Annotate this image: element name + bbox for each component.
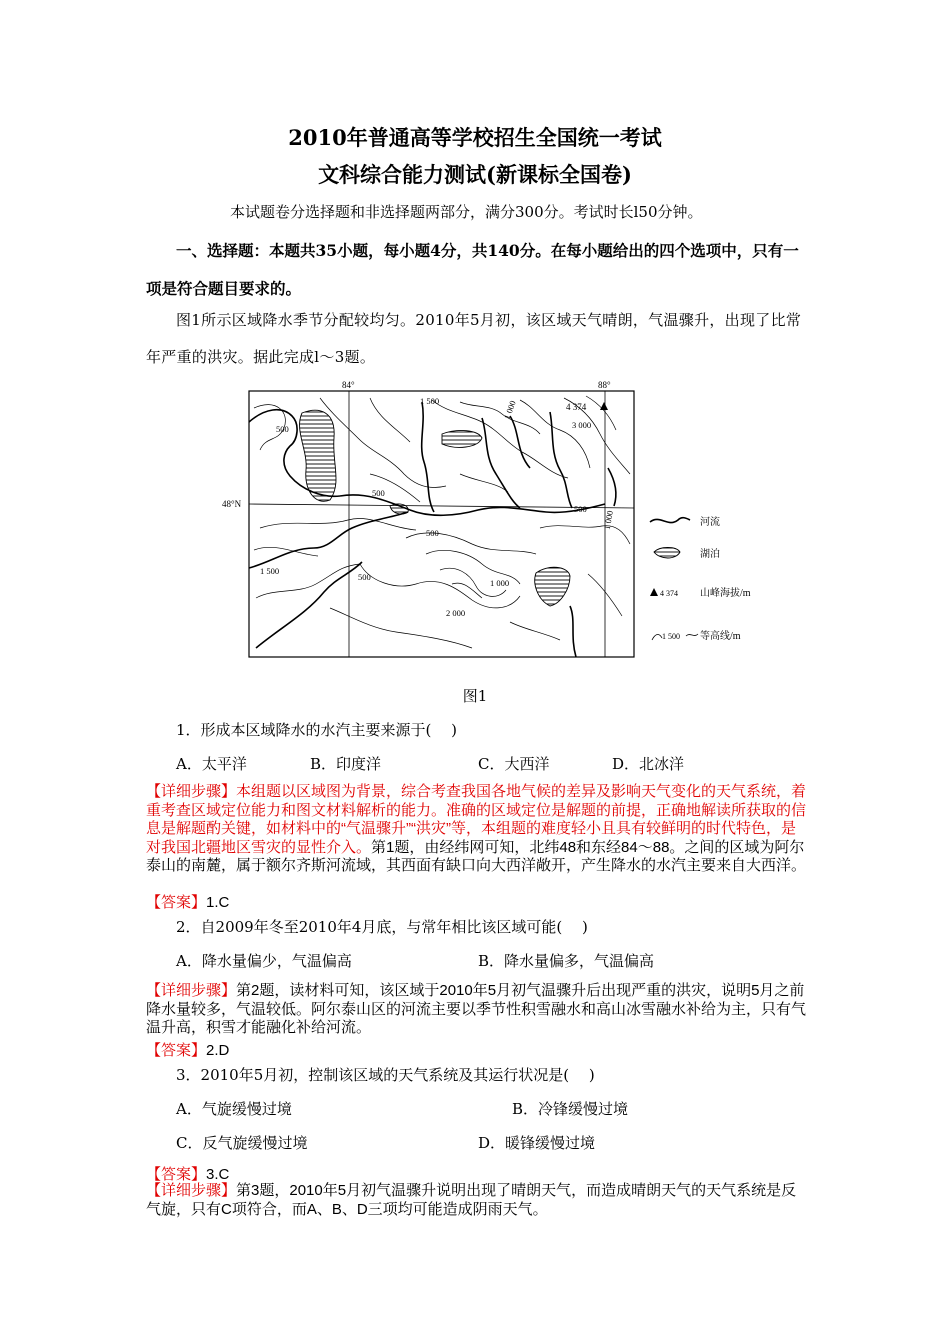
explain-label: 【详细步骤】 — [146, 982, 237, 999]
question-2-stem: 2．自2009年冬至2010年4月底，与常年相比该区域可能( ) — [176, 918, 588, 936]
q1-option-c: C．大西洋 — [478, 755, 550, 773]
q1-option-b: B．印度洋 — [310, 755, 382, 773]
contour-label: 1 500 — [420, 396, 440, 406]
q3-option-b: B．冷锋缓慢过境 — [512, 1100, 629, 1118]
exam-title: 2010年普通高等学校招生全国统一考试 — [288, 125, 662, 150]
figure-caption: 图1 — [462, 687, 488, 705]
contour-3 — [370, 398, 410, 442]
q1-answer — [146, 891, 229, 912]
q3-option-a: A．气旋缓慢过境 — [176, 1100, 292, 1118]
river-5 — [482, 418, 520, 508]
contour-label: 1 000 — [501, 399, 518, 421]
region-map — [220, 378, 780, 663]
contour-17 — [540, 526, 630, 544]
lake-north — [442, 431, 482, 448]
passage-text: 图1所示区域降水季节分配较均匀。2010年5月初，该区域天气晴朗，气温骤升，出现了比常年严重的洪灾。据此完成l～3题。 — [146, 311, 802, 366]
q3-explanation — [146, 1182, 810, 1219]
q1-option-a: A．太平洋 — [176, 755, 247, 773]
lake-southeast — [535, 567, 570, 606]
contour-label: 3 000 — [572, 420, 592, 430]
legend-peak-icon — [650, 588, 658, 596]
contour-label: 500 — [574, 504, 587, 514]
peak-triangle-icon — [600, 402, 608, 410]
contour-label: 1 500 — [260, 566, 280, 576]
q2-explanation-body: 第2题，读材料可知，该区域于2010年5月初气温骤升后出现严重的洪灾，说明5月之前降水量较多，气温较低。阿尔泰山区的河流主要以季节性积雪融水和高山冰雪融水补给为主，只有气温升高，积雪才能融化补给河流。 — [146, 982, 807, 1036]
contour-label: 500 — [426, 528, 439, 538]
contour-label: 2 000 — [446, 608, 466, 618]
legend-peak-value: 4 374 — [660, 589, 678, 598]
q2-option-a: A．降水量偏少，气温偏高 — [176, 952, 352, 970]
river-3 — [249, 512, 408, 568]
q1-explanation-body: 第1题，由经纬网可知，北纬48和东经84～88。之间的区域为阿尔泰山的南麓，属于额尔齐斯河流域，其西面有缺口向大西洋敞开，产生降水的水汽主要来自大西洋。 — [146, 838, 807, 874]
contour-16 — [452, 583, 482, 598]
q1-answer-value: 1.C — [206, 894, 230, 911]
q3-option-d: D．暖锋缓慢过境 — [478, 1134, 596, 1152]
explain-label: 【详细步骤】 — [146, 783, 237, 800]
legend-river-label: 河流 — [700, 517, 720, 528]
question-3-stem: 3．2010年5月初，控制该区域的天气系统及其运行状况是( ) — [176, 1066, 595, 1084]
q2-answer-value: 2.D — [206, 1042, 230, 1059]
contour-label: 500 — [276, 424, 289, 434]
q3-answer — [146, 1163, 229, 1184]
legend-contour-label: 等高线/m — [700, 631, 741, 642]
legend-peak-label: 山峰海拔/m — [700, 588, 751, 599]
q1-option-d: D．北冰洋 — [612, 755, 685, 773]
contour-label: 1 000 — [601, 509, 615, 531]
q2-option-b: B．降水量偏多，气温偏高 — [478, 952, 655, 970]
answer-label: 【答案】 — [146, 894, 207, 911]
question-1-stem: 1．形成本区域降水的水汽主要来源于( ) — [176, 721, 458, 739]
q2-explanation — [146, 982, 810, 1038]
legend-lake-icon — [654, 548, 680, 559]
contour-19 — [510, 622, 560, 640]
answer-label: 【答案】 — [146, 1042, 207, 1059]
contour-label: 500 — [372, 488, 385, 498]
q3-answer-value: 3.C — [206, 1166, 230, 1183]
q2-answer — [146, 1039, 229, 1060]
exam-subtitle: 文科综合能力测试(新课标全国卷) — [318, 162, 632, 187]
q3-option-c: C．反气旋缓慢过境 — [176, 1134, 308, 1152]
peak-elevation: 4 374 — [566, 402, 587, 412]
river-6 — [550, 412, 572, 508]
lat-label-48: 48°N — [222, 499, 242, 509]
contour-label: 500 — [358, 572, 371, 582]
q3-explanation-body: 第3题，2010年5月初气温骤升说明出现了晴朗天气，而造成晴朗天气的天气系统是反气旋，只有C项符合，而A、B、D三项均可能造成阴雨天气。 — [146, 1182, 797, 1218]
q1-explanation — [146, 783, 810, 876]
answer-label: 【答案】 — [146, 1166, 207, 1183]
map-legend — [650, 515, 751, 642]
legend-lake-label: 湖泊 — [700, 549, 720, 560]
legend-river-icon — [650, 518, 690, 523]
explain-label: 【详细步骤】 — [146, 1182, 237, 1199]
contour-label: 1 000 — [490, 578, 510, 588]
section-heading: 一、选择题：本题共35小题，每小题4分，共140分。在每小题给出的四个选项中，只有一项是符合题目要求的。 — [146, 241, 799, 298]
river-4 — [422, 402, 434, 512]
q1-explanation-intro: 本组题以区域图为背景，综合考查我国各地气候的差异及影响天气变化的天气系统，着重考查区域定位能力和图文材料解析的能力。准确的区域定位是解题的前提，正确地解读所获取的信息是解题酌关键，如材料中的“气温骤升”“洪灾”等，本组题的难度轻小且具有较鲜明的时代特色，是对我国北疆地区雪灾的显性介入。 — [146, 783, 807, 856]
contour-9 — [260, 519, 416, 530]
exam-intro: 本试题卷分选择题和非选择题两部分，满分300分。考试时长l50分钟。 — [230, 203, 703, 221]
legend-contour-value: 1 500 — [662, 632, 680, 641]
river-7 — [608, 468, 616, 506]
lon-label-84: 84° — [342, 380, 355, 390]
river-10 — [510, 416, 530, 468]
river-9 — [570, 606, 576, 657]
lon-label-88: 88° — [598, 380, 611, 390]
